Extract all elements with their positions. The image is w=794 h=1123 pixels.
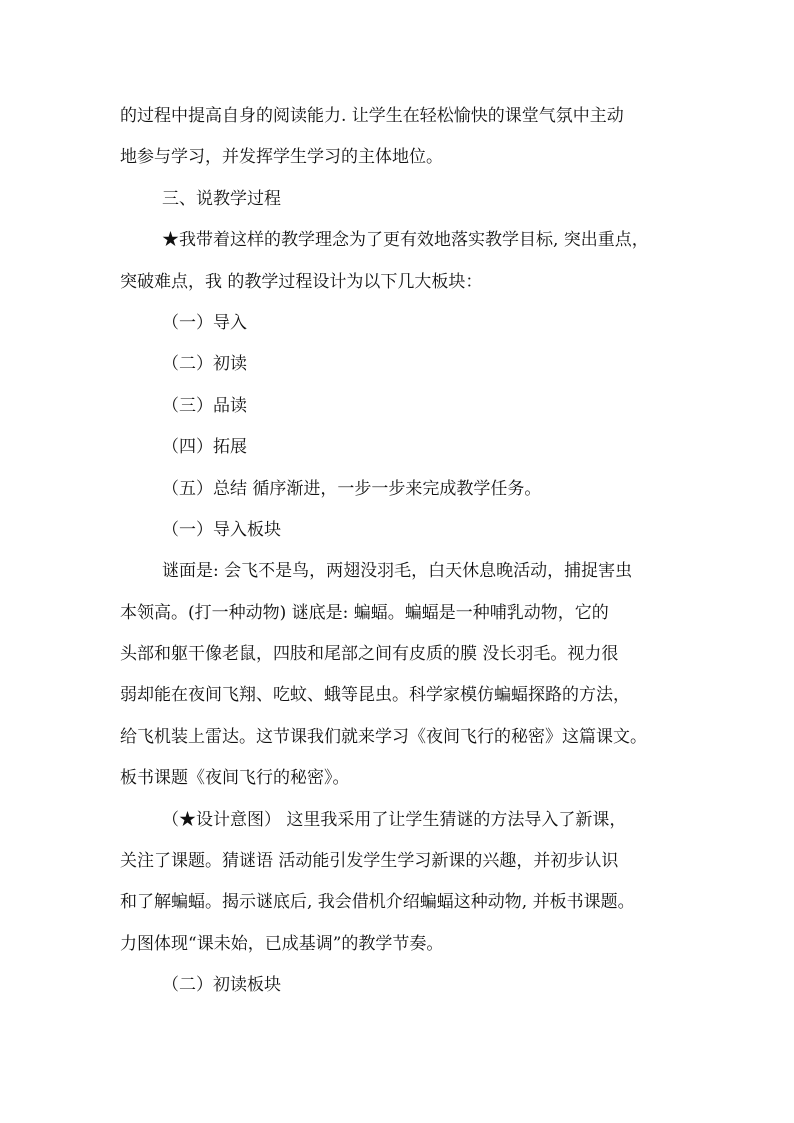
text-line-19: 关注了课题。猜谜语 活动能引发学生学习新课的兴趣，并初步认识	[120, 851, 619, 872]
document-body	[120, 96, 680, 1007]
text-line-16: 给飞机装上雷达。这节课我们就来学习《夜间飞行的秘密》这篇课文。	[120, 726, 647, 747]
text-line-12: 谜面是: 会飞不是鸟，两翅没羽毛，白天休息晚活动，捕捉害虫	[162, 561, 633, 582]
list-item-intro: （一）导入	[162, 312, 247, 333]
text-line-1: 的过程中提高自身的阅读能力. 让学生在轻松愉快的课堂气氛中主动	[120, 106, 624, 126]
text-line-21: 力图体现“课未始，已成基调”的教学节奏。	[120, 933, 444, 954]
list-item-first-reading: （二）初读	[162, 354, 247, 375]
section-heading-intro-block: （一）导入板块	[162, 519, 281, 540]
list-item-close-reading: （三）品读	[162, 395, 247, 416]
text-line-4: ★我带着这样的教学理念为了更有效地落实教学目标, 突出重点，	[162, 230, 649, 251]
section-heading-teaching-process: 三、说教学过程	[162, 188, 281, 209]
text-line-13: 本领高。(打一种动物) 谜底是: 蝙蝠。蝙蝠是一种哺乳动物，它的	[120, 602, 609, 623]
list-item-summary: （五）总结 循序渐进，一步一步来完成教学任务。	[162, 478, 542, 499]
text-line-20: 和了解蝙蝠。揭示谜底后, 我会借机介绍蝙蝠这种动物, 并板书课题。	[120, 892, 635, 913]
text-line-15: 弱却能在夜间飞翔、吃蚊、蛾等昆虫。科学家模仿蝙蝠探路的方法，	[120, 685, 630, 706]
text-line-2: 地参与学习，并发挥学生学习的主体地位。	[120, 147, 443, 168]
text-line-5: 突破难点，我 的教学过程设计为以下几大板块：	[120, 271, 483, 292]
list-item-extension: （四）拓展	[162, 437, 247, 458]
text-line-17: 板书课题《夜间飞行的秘密》。	[120, 768, 350, 789]
text-line-14: 头部和躯干像老鼠，四肢和尾部之间有皮质的膜 没长羽毛。视力很	[120, 644, 619, 665]
text-line-18: （★设计意图） 这里我采用了让学生猜谜的方法导入了新课，	[162, 809, 627, 830]
section-heading-first-reading-block: （二）初读板块	[162, 975, 281, 996]
